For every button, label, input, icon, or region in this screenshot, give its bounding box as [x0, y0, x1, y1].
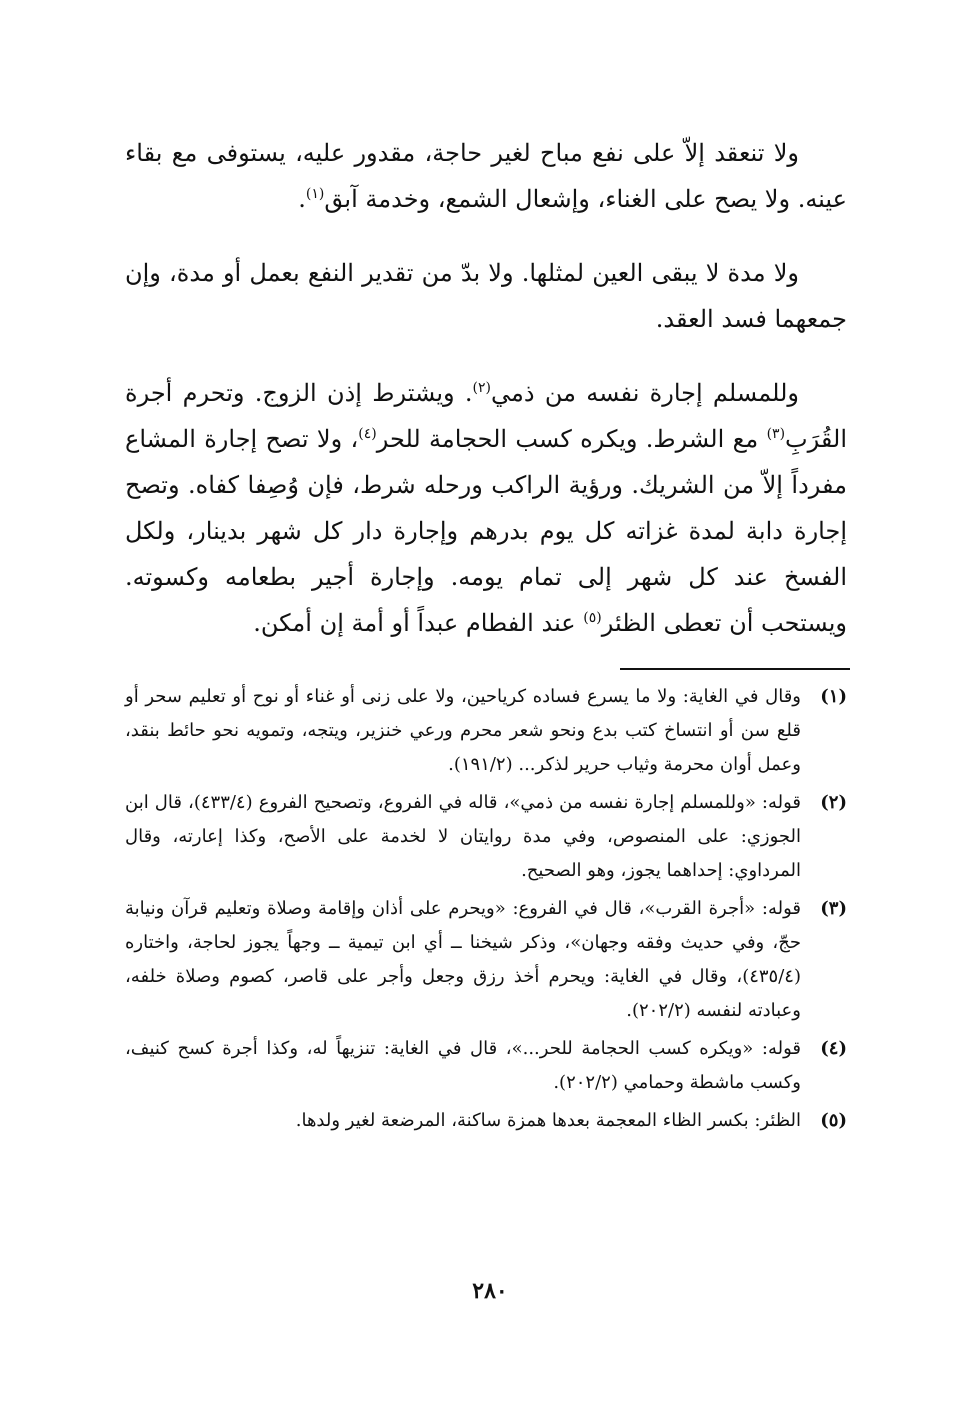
- footnote-ref-2[interactable]: (٢): [472, 380, 492, 396]
- footnote-ref-5[interactable]: (٥): [583, 610, 602, 626]
- paragraph-3: [125, 370, 847, 646]
- paragraph-1: [125, 130, 847, 222]
- paragraph-1-text: ولا تنعقد إلاّ على نفع مباح لغير حاجة، مقدور عليه، يستوفى مع بقاء عينه. ولا يصح على الغناء، وإشعال الشمع، وخدمة آبق: [125, 139, 847, 213]
- footnote-number: (٥): [820, 1110, 847, 1131]
- footnote-number: (٢): [820, 792, 847, 813]
- paragraph-1-end: .: [298, 185, 306, 213]
- footnote-number: (٤): [820, 1038, 847, 1059]
- footnote-text: قوله: «وللمسلم إجارة نفسه من ذمي»، قاله في الفروع، وتصحيح الفروع (٤٣٣/٤)، قال ابن الجوزي: على المنصوص، وفي مدة روايتان لا لخدمة على الأصح، وكذا إعارته، وقال المرداوي: إحداهما يجوز، وهو الصحيح.: [125, 792, 802, 881]
- footnote-text: وقال في الغاية: ولا ما يسرع فساده كرياحين، ولا على زنى أو غناء أو نوح أو تعليم سحر أو قلع سن أو انتساخ كتب بدع ونحو شعر محرم ورعي خنزير، ويتجه، وتمويه نحو حائط بنقد، وعمل أوان محرمة وثياب حرير لذكر... (١٩١/٢).: [125, 686, 801, 775]
- footnote-number: (١): [820, 686, 847, 707]
- footnote-text: الظئر: بكسر الظاء المعجمة بعدها همزة ساكنة، المرضعة لغير ولدها.: [295, 1110, 801, 1131]
- footnote-separator: [620, 668, 850, 670]
- footnote-5: [125, 1104, 847, 1138]
- paragraph-3-part-a: وللمسلم إجارة نفسه من ذمي: [491, 379, 799, 407]
- paragraph-3-part-c: مع الشرط. ويكره كسب الحجامة للحر: [376, 425, 767, 453]
- paragraph-2: ولا مدة لا يبقى العين لمثلها. ولا بدّ من تقدير النفع بعمل أو مدة، وإن جمعهما فسد العقد.: [125, 259, 847, 333]
- main-text: [125, 130, 847, 674]
- footnote-text: قوله: «ويكره كسب الحجامة للحر...»، قال في الغاية: تنزيهاً له، وكذا أجرة كسح كنيف، وكسب ماشطة وحمامي (٢٠٢/٢).: [125, 1038, 801, 1093]
- footnote-2: [125, 786, 847, 888]
- footnote-ref-4[interactable]: (٤): [358, 426, 377, 442]
- paragraph-3-part-b: . ويشترط إذن الزوج. وتحرم أجرة القُرَبِ: [125, 379, 848, 453]
- footnote-3: [125, 892, 847, 1028]
- page-number: ٢٨٠: [472, 1278, 508, 1304]
- paragraph-3-part-d: ، ولا تصح إجارة المشاع مفرداً إلاّ من الشريك. ورؤية الراكب ورحله شرط، فإن وُصِفا كفاه. وتصح إجارة دابة لمدة غزاته كل يوم بدرهم وإجارة دار كل شهر بدينار، ولكل الفسخ عند كل شهر إلى تمام يومه. وإجارة أجير بطعامه وكسوته. ويستحب أن تعطى الظئر: [125, 425, 848, 637]
- paragraph-3-part-e: عند الفطام عبداً أو أمة إن أمكن.: [253, 609, 584, 637]
- footnote-ref-1[interactable]: (١): [305, 186, 325, 202]
- footnote-number: (٣): [820, 898, 847, 919]
- footnotes: [125, 680, 847, 1142]
- footnote-4: [125, 1032, 847, 1100]
- footnote-ref-3[interactable]: (٣): [766, 426, 786, 442]
- footnote-1: [125, 680, 847, 782]
- footnote-text: قوله: «أجرة القرب»، قال في الفروع: «ويحرم على أذان وإقامة وصلاة وتعليم قرآن ونيابة حجّ، وفي حديث وفقه وجهان»، وذكر شيخنا ــ أي ابن تيمية ــ وجهاً يجوز لحاجة، واختاره (٤٣٥/٤)، وقال في الغاية: ويحرم أخذ رزق وجعل وأجر على قاصر، كصوم وصلاة خلفه، وعبادته لنفسه (٢٠٢/٢).: [125, 898, 801, 1021]
